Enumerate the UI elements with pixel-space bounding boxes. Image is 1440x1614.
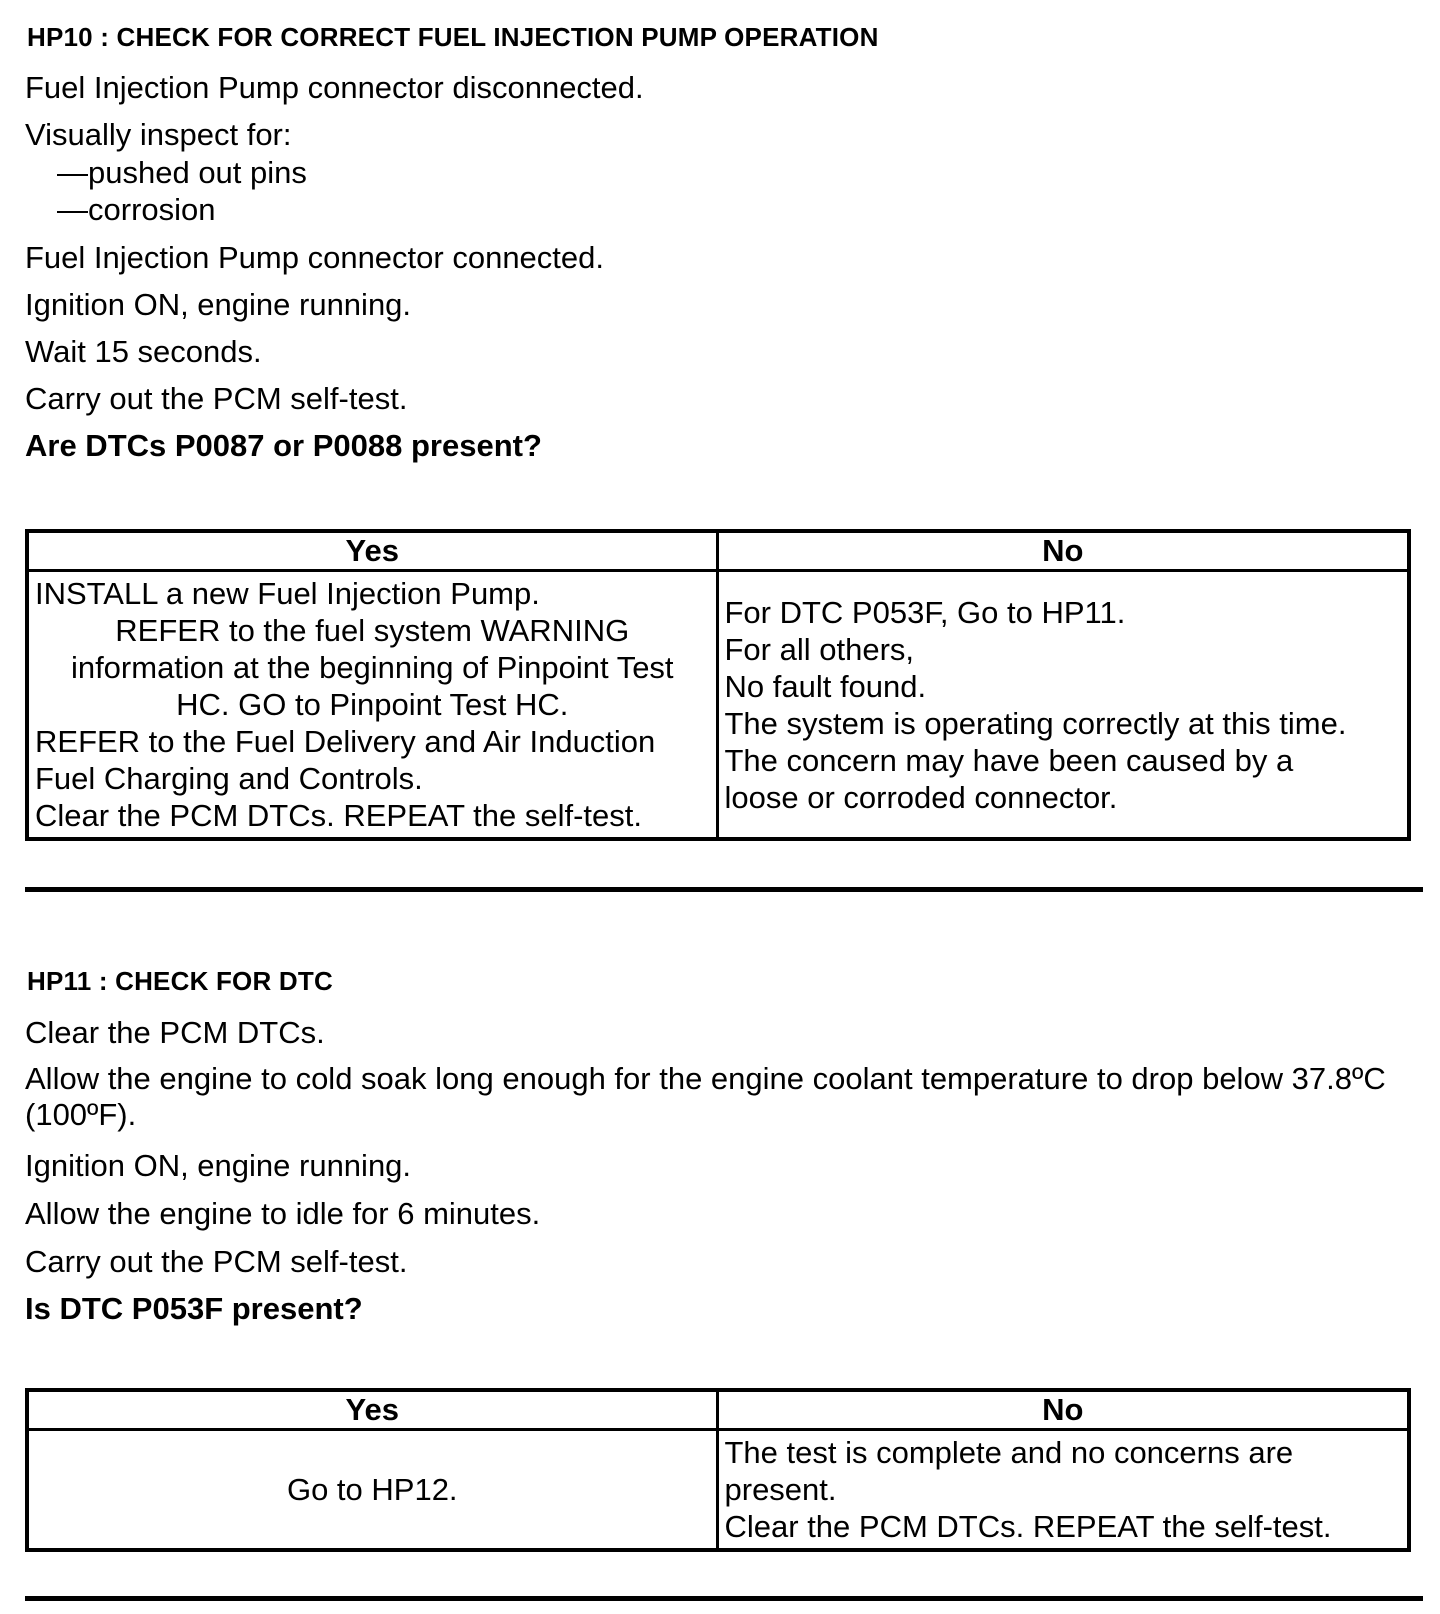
hp10-title: HP10 : CHECK FOR CORRECT FUEL INJECTION PUMP OPERATION: [27, 22, 879, 52]
hp11-yes-header: Yes: [27, 1390, 717, 1430]
hp11-no-line: present.: [724, 1472, 837, 1507]
hp10-yes-line: information at the beginning of Pinpoint Test: [70, 650, 674, 685]
hp10-step-4: —corrosion: [57, 192, 216, 227]
hp10-no-line: loose or corroded connector.: [724, 779, 1118, 815]
hp10-step-2: Visually inspect for:: [25, 117, 292, 152]
hp10-no-line: For DTC P053F, Go to HP11.: [724, 594, 1126, 630]
hp11-no-header: No: [717, 1390, 1409, 1430]
hp11-no-line: Clear the PCM DTCs. REPEAT the self-test.: [724, 1509, 1332, 1544]
hp11-no-line: The test is complete and no concerns are: [724, 1435, 1294, 1470]
section-divider: [25, 1596, 1423, 1601]
hp10-yes-no-table: [25, 529, 1411, 841]
hp10-no-line: The system is operating correctly at this time.: [724, 705, 1347, 741]
hp10-step-3: —pushed out pins: [57, 155, 307, 190]
hp10-step-5: Fuel Injection Pump connector connected.: [25, 240, 605, 275]
hp10-yes-line: REFER to the fuel system WARNING: [115, 613, 630, 648]
hp11-no-cell: [717, 1430, 1409, 1551]
hp10-no-cell: [717, 571, 1409, 840]
hp11-yes-no-table: [25, 1388, 1411, 1552]
hp11-yes-cell: Go to HP12.: [27, 1430, 717, 1551]
hp10-yes-header: Yes: [27, 531, 717, 571]
hp10-yes-line: INSTALL a new Fuel Injection Pump.: [35, 576, 540, 611]
hp10-yes-cell: [27, 571, 717, 840]
hp11-question: Is DTC P053F present?: [25, 1291, 363, 1326]
hp11-step-4: Allow the engine to idle for 6 minutes.: [25, 1196, 541, 1231]
hp10-yes-line: REFER to the Fuel Delivery and Air Induction: [35, 724, 656, 759]
hp11-step-3: Ignition ON, engine running.: [25, 1148, 412, 1183]
hp10-no-line: For all others,: [724, 631, 915, 667]
hp11-title: HP11 : CHECK FOR DTC: [27, 966, 333, 996]
hp10-question: Are DTCs P0087 or P0088 present?: [25, 428, 542, 463]
hp11-step-5: Carry out the PCM self-test.: [25, 1244, 408, 1279]
hp10-no-header: No: [717, 531, 1409, 571]
hp10-yes-line: HC. GO to Pinpoint Test HC.: [176, 687, 569, 722]
section-divider: [25, 887, 1423, 892]
hp11-step-1: Clear the PCM DTCs.: [25, 1015, 325, 1050]
hp10-step-7: Wait 15 seconds.: [25, 334, 262, 369]
hp10-step-8: Carry out the PCM self-test.: [25, 381, 408, 416]
hp10-no-line: No fault found.: [724, 668, 927, 704]
hp10-yes-line: Clear the PCM DTCs. REPEAT the self-test.: [35, 798, 642, 833]
hp10-step-1: Fuel Injection Pump connector disconnected.: [25, 70, 644, 105]
hp10-no-line: The concern may have been caused by a: [724, 742, 1294, 778]
hp11-step-2: Allow the engine to cold soak long enough for the engine coolant temperature to drop below 37.8ºC (100ºF).: [25, 1061, 1386, 1132]
hp10-yes-line: Fuel Charging and Controls.: [35, 761, 423, 796]
hp10-step-6: Ignition ON, engine running.: [25, 287, 412, 322]
